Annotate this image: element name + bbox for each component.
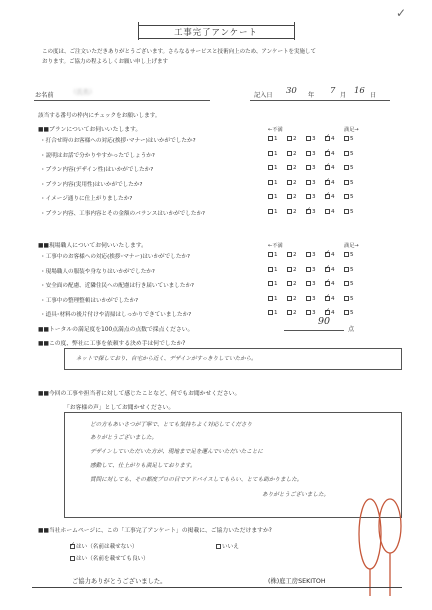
rating-checkbox[interactable] [268,165,273,170]
rating-option[interactable] [268,296,278,302]
question-text: ・工事中の整理整頓はいかがでしたか? [40,297,139,304]
rating-option[interactable] [287,281,297,287]
rating-checkbox-checked[interactable] [325,310,330,315]
rating-option[interactable] [268,310,278,316]
rating-option-label: 5 [350,209,354,215]
rating-checkbox[interactable] [287,281,292,286]
rating-checkbox-checked[interactable] [325,296,330,301]
rating-checkbox[interactable] [268,209,273,214]
rating-checkbox[interactable] [344,136,349,141]
rating-option[interactable] [306,281,316,287]
rating-option[interactable] [325,296,335,302]
rating-option-label: 3 [312,150,316,157]
score-unit: 点 [348,326,355,333]
section2-title: ■■現場職人についてお伺いいたします。 [38,243,147,249]
rating-option-label: 4 [331,252,335,258]
rating-checkbox[interactable] [287,296,292,301]
rating-checkbox[interactable] [306,194,311,199]
name-value-redacted: （氏名） [70,88,96,96]
rating-option[interactable] [306,310,316,316]
rating-checkbox[interactable] [268,136,273,141]
rating-option[interactable] [306,180,316,186]
rating-option[interactable] [344,194,354,200]
rating-option[interactable] [325,165,335,171]
rating-checkbox[interactable] [306,136,311,141]
rating-option-label: 4 [331,136,335,142]
rating-option[interactable] [344,209,354,215]
rating-option[interactable] [344,296,354,302]
footer-rule [32,587,402,588]
score-underline [284,330,344,331]
rating-checkbox[interactable] [306,310,311,315]
date-day-value: 16 [354,86,365,96]
rating-option[interactable] [268,194,278,200]
section1-scale-high: 満足→ [344,127,359,133]
rating-option[interactable] [344,165,354,171]
section6-title: ■■当社ホームページに、この「工事完了アンケート」の掲載に、ご協力いただけますか? [38,528,272,534]
rating-option[interactable] [268,209,278,215]
rating-checkbox[interactable] [344,209,349,214]
checkbox-yes-anonymous-checked[interactable] [70,544,75,549]
rating-option-label: 2 [293,194,297,201]
rating-option[interactable] [287,165,297,171]
rating-option[interactable] [344,180,354,186]
rating-checkbox[interactable] [287,252,292,257]
rating-option-label: 2 [293,266,297,273]
rating-option-label: 5 [350,252,354,258]
option-yes-anonymous-label: はい（名前は載せない） [76,544,138,550]
rating-checkbox[interactable] [344,310,349,315]
rating-checkbox[interactable] [268,151,273,156]
rating-checkbox[interactable] [268,310,273,315]
rating-checkbox[interactable] [268,267,273,272]
rating-option-label: 4 [331,150,335,157]
option-yes-named-label: はい（名前を載せても良い） [76,556,149,562]
option-no[interactable] [216,542,239,550]
checkbox-no[interactable] [216,544,221,549]
rating-option[interactable] [325,252,335,258]
rating-option-label: 1 [274,281,278,288]
rating-option-label: 2 [293,165,297,172]
rating-option[interactable] [287,151,297,157]
rating-option-label: 3 [312,252,316,258]
rating-checkbox[interactable] [306,296,311,301]
rating-checkbox-checked[interactable] [325,281,330,286]
rating-option[interactable] [344,310,354,316]
rating-option[interactable] [306,209,316,215]
instruction-text: 該当する番号の枠内にチェックをお願いします。 [38,113,161,119]
rating-option-label: 2 [293,252,297,258]
total-score-value: 90 [318,316,331,327]
rating-option-label: 3 [312,295,316,302]
rating-checkbox-checked[interactable] [306,209,311,214]
rating-checkbox[interactable] [344,180,349,185]
rating-option-label: 1 [274,209,278,215]
footer-thanks: ご協力ありがとうございました。 [72,578,167,585]
section5-subtitle: 「お客様の声」としてお聞かせください。 [64,405,175,411]
rating-option-label: 4 [331,179,335,186]
rating-option-label: 2 [293,150,297,157]
rating-option[interactable] [344,252,354,258]
option-yes-named[interactable] [70,554,149,562]
option-no-label: いいえ [222,544,239,550]
rating-checkbox-checked[interactable] [325,136,330,141]
rating-option-label: 2 [293,310,297,317]
rating-option[interactable] [344,136,354,142]
rating-checkbox[interactable] [344,165,349,170]
rating-option[interactable] [287,209,297,215]
rating-checkbox-checked[interactable] [325,151,330,156]
footer-company: (株)庭工房SEKITOH [268,578,326,585]
date-year-value: 30 [286,86,297,96]
question-text: ・プラン内容(デザイン性)はいかがでしたか? [40,167,154,174]
rating-option[interactable] [344,267,354,273]
section3-title: ■■トータルの満足度を100点満点の点数で採点ください。 [38,327,194,333]
name-label: お名前 [35,92,54,99]
rating-option[interactable] [306,165,316,171]
rating-checkbox[interactable] [287,180,292,185]
rating-option[interactable] [344,151,354,157]
rating-option-label: 1 [274,252,278,258]
question-text: ・道具･材料の後片付けや清掃はしっかりできていましたか? [40,312,192,319]
rating-option-label: 1 [274,179,278,186]
decision-answer-text: ネットで探しており、自宅から近く、デザインがすっきりしていたから。 [76,356,257,362]
rating-option[interactable] [287,136,297,142]
voice-line-2: ありがとうございました。 [90,435,158,441]
rating-option[interactable] [325,136,335,142]
rating-option[interactable] [325,180,335,186]
rating-option[interactable] [325,281,335,287]
rating-checkbox[interactable] [344,194,349,199]
rating-checkbox[interactable] [306,267,311,272]
rating-option-label: 2 [293,281,297,288]
rating-checkbox[interactable] [287,136,292,141]
rating-checkbox[interactable] [344,252,349,257]
rating-option-label: 2 [293,295,297,302]
question-text: ・工事中のお客様への対応(挨拶･マナー)はいかがでしたか? [40,254,190,260]
date-month-value: 7 [330,86,336,96]
rating-checkbox[interactable] [325,209,330,214]
question-text: ・プラン内容(実用性)はいかがでしたか? [40,181,143,188]
date-year-label: 年 [308,92,315,99]
rating-option-label: 5 [350,310,354,317]
tree-right-crown [379,499,401,553]
checkbox-yes-named[interactable] [70,556,75,561]
tree-left-crown [359,499,381,569]
rating-checkbox[interactable] [344,296,349,301]
rating-option-label: 4 [331,266,335,273]
intro-line-2: おります。ご協力の程よろしくお願い申し上げます [42,59,169,65]
rating-checkbox[interactable] [306,180,311,185]
rating-option-label: 4 [331,281,335,288]
section5-title: ■■今回の工事や担当者に対して感じたことなど、何でもお聞かせください。 [38,391,241,397]
rating-option-label: 1 [274,295,278,302]
rating-checkbox-checked[interactable] [325,165,330,170]
rating-option[interactable] [268,165,278,171]
voice-line-4: 感動して、仕上がりも満足しております。 [90,463,196,469]
name-underline [34,100,210,101]
rating-option-label: 3 [312,136,316,142]
rating-option-label: 5 [350,295,354,302]
option-yes-anonymous[interactable] [70,542,138,550]
rating-option-label: 1 [274,136,278,142]
rating-option[interactable] [306,267,316,273]
rating-option[interactable] [268,267,278,273]
rating-option-label: 1 [274,310,278,317]
rating-checkbox-checked[interactable] [325,267,330,272]
rating-option-label: 3 [312,179,316,186]
question-text: ・説明はお話で分かりやすかったでしょうか? [40,152,155,159]
rating-option[interactable] [306,136,316,142]
rating-option[interactable] [268,252,278,258]
rating-option-label: 4 [331,295,335,302]
rating-checkbox[interactable] [344,267,349,272]
form-title: 工事完了アンケート [138,25,294,39]
rating-option-label: 4 [331,165,335,172]
rating-checkbox[interactable] [287,165,292,170]
rating-option[interactable] [287,252,297,258]
rating-option-label: 4 [331,310,335,317]
voice-line-5: 質問に対しても、その都度プロの目でアドバイスしてもらい、とても助かりました。 [90,477,303,483]
rating-checkbox[interactable] [287,151,292,156]
tree-decoration-icon [356,498,406,600]
rating-checkbox[interactable] [268,180,273,185]
date-label: 記入日 [254,92,273,99]
section4-title: ■■この度、弊社に工事を依頼する決め手は何でしたか? [38,341,186,347]
rating-option[interactable] [325,267,335,273]
voice-line-3: デザインしていただいた方が、現地まで足を運んでいただいたことに [90,449,264,455]
rating-option[interactable] [287,267,297,273]
rating-option[interactable] [287,194,297,200]
rating-checkbox[interactable] [306,252,311,257]
rating-checkbox[interactable] [268,281,273,286]
rating-option-label: 3 [312,209,316,215]
rating-option-label: 5 [350,150,354,157]
rating-option-label: 3 [312,310,316,317]
rating-checkbox[interactable] [287,209,292,214]
rating-option-label: 2 [293,136,297,142]
section2-scale-low: ←不満 [268,243,283,249]
rating-option-label: 4 [331,194,335,201]
question-text: ・イメージ通りに仕上がりましたか? [40,196,133,203]
rating-option[interactable] [268,281,278,287]
rating-option-label: 5 [350,179,354,186]
question-text: ・打合せ時のお客様への対応(挨拶･マナー)はいかがでしたか? [40,138,196,144]
rating-option[interactable] [287,310,297,316]
rating-option[interactable] [268,136,278,142]
rating-option[interactable] [325,209,335,215]
rating-checkbox[interactable] [306,165,311,170]
rating-option-label: 5 [350,266,354,273]
voice-line-6: ありがとうございました。 [262,492,330,498]
rating-option-label: 1 [274,194,278,201]
rating-option[interactable] [306,252,316,258]
rating-checkbox[interactable] [344,151,349,156]
date-underline [250,100,390,101]
rating-option[interactable] [287,180,297,186]
date-day-label: 日 [370,92,377,99]
rating-checkbox[interactable] [268,296,273,301]
rating-option-label: 5 [350,136,354,142]
rating-option[interactable] [287,296,297,302]
rating-option-label: 1 [274,150,278,157]
rating-checkbox[interactable] [306,281,311,286]
intro-line-1: この度は、ご注文いただきありがとうございます。さらなるサービスと技術向上のため、アンケートを実施して [42,49,317,55]
rating-checkbox[interactable] [268,252,273,257]
rating-option-label: 1 [274,266,278,273]
rating-option-label: 5 [350,194,354,201]
question-text: ・現場職人の服装や身なりはいかがでしたか? [40,268,155,275]
rating-checkbox[interactable] [268,194,273,199]
rating-option-label: 2 [293,209,297,215]
rating-checkbox[interactable] [287,310,292,315]
rating-option-label: 1 [274,165,278,172]
rating-option-label: 3 [312,165,316,172]
rating-option-label: 4 [331,209,335,215]
rating-option[interactable] [268,180,278,186]
rating-checkbox[interactable] [306,151,311,156]
rating-checkbox[interactable] [344,281,349,286]
rating-option-label: 3 [312,281,316,288]
rating-option[interactable] [344,281,354,287]
question-text: ・安全面の配慮、近隣住民への配慮は行き届いていましたか? [40,283,195,290]
title-bracket-right [294,22,295,40]
rating-checkbox-checked[interactable] [325,252,330,257]
rating-option-label: 3 [312,266,316,273]
corner-check-mark: ✓ [396,6,407,20]
rating-option[interactable] [306,194,316,200]
voice-line-1: どの方もあいさつが丁寧で、とても気持ちよく対応してくださり [90,422,253,428]
section2-scale-high: 満足→ [344,243,359,249]
rating-option-label: 5 [350,281,354,288]
rating-option[interactable] [306,296,316,302]
question-text: ・プラン内容、工事内容とその金額のバランスはいかがでしたか? [40,211,206,217]
rating-checkbox-checked[interactable] [325,180,330,185]
section1-scale-low: ←不満 [268,127,283,133]
rating-option[interactable] [325,151,335,157]
rating-checkbox-checked[interactable] [325,194,330,199]
rating-option-label: 5 [350,165,354,172]
rating-option-label: 2 [293,179,297,186]
section1-title: ■■プランについてお伺いいたします。 [38,127,142,133]
rating-option-label: 3 [312,194,316,201]
rating-option[interactable] [325,194,335,200]
rating-option[interactable] [306,151,316,157]
rating-option[interactable] [268,151,278,157]
rating-checkbox[interactable] [287,267,292,272]
rating-checkbox[interactable] [287,194,292,199]
date-month-label: 月 [340,92,347,99]
